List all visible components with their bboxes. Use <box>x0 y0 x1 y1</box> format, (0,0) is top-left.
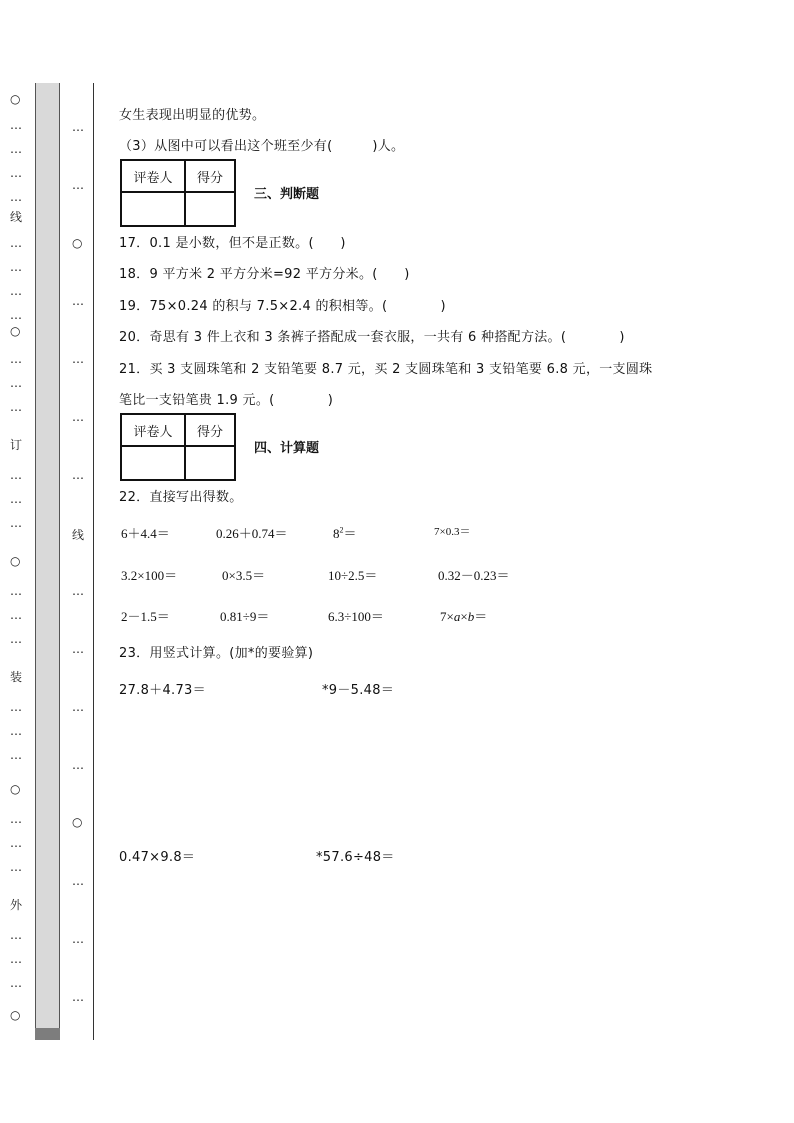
equals-sign: ＝ <box>343 526 357 541</box>
dots-mark: … <box>10 352 22 366</box>
dots-mark: … <box>10 190 22 204</box>
mental-math-12 <box>440 606 487 625</box>
score-table-header-score: 得分 <box>185 160 235 192</box>
binding-label-zhuang: 装 <box>10 670 23 684</box>
score-table-header-score: 得分 <box>185 414 235 446</box>
circle-mark: ○ <box>10 324 21 338</box>
dots-mark: … <box>10 308 22 322</box>
dots-mark: … <box>10 608 22 622</box>
binding-bar-cap-bottom <box>35 1028 60 1040</box>
vertical-calc-3: 0.47×9.8＝ <box>119 850 196 865</box>
score-table-header-grader: 评卷人 <box>121 160 185 192</box>
dots-mark: … <box>72 700 84 714</box>
score-table-section4 <box>120 413 236 481</box>
binding-label-xian: 线 <box>10 210 23 224</box>
circle-mark: ○ <box>10 92 21 106</box>
mental-math-7: 10÷2.5＝ <box>328 568 378 583</box>
base-value: 8 <box>333 526 340 541</box>
text-line-1: 女生表现出明显的优势。 <box>119 108 266 123</box>
score-table-cell-grader[interactable] <box>121 192 185 226</box>
dots-mark: … <box>10 468 22 482</box>
dots-mark: … <box>10 142 22 156</box>
equals-sign: ＝ <box>474 609 488 624</box>
score-table-section3 <box>120 159 236 227</box>
exponent: 2 <box>339 525 344 535</box>
mental-math-4: 7×0.3＝ <box>434 526 471 538</box>
dots-mark: … <box>72 294 84 308</box>
dots-mark: … <box>10 118 22 132</box>
dots-mark: … <box>10 376 22 390</box>
score-table-header-grader: 评卷人 <box>121 414 185 446</box>
question-part-3: （3）从图中可以看出这个班至少有( )人。 <box>119 139 405 154</box>
mental-math-5: 3.2×100＝ <box>121 568 178 583</box>
mental-math-6: 0×3.5＝ <box>222 568 266 583</box>
dots-mark: … <box>10 284 22 298</box>
mental-math-11: 6.3÷100＝ <box>328 609 384 624</box>
question-22: 22．直接写出得数。 <box>119 490 243 505</box>
dots-mark: … <box>72 178 84 192</box>
mental-math-1: 6＋4.4＝ <box>121 526 170 541</box>
dots-mark: … <box>10 812 22 826</box>
question-21-line2: 笔比一支铅笔贵 1.9 元。( ) <box>119 393 334 408</box>
vertical-calc-1: 27.8＋4.73＝ <box>119 683 206 698</box>
circle-mark: ○ <box>10 554 21 568</box>
question-19: 19．75×0.24 的积与 7.5×2.4 的积相等。( ) <box>119 299 446 314</box>
dots-mark: … <box>10 976 22 990</box>
section-title-judgement: 三、判断题 <box>254 187 320 202</box>
question-18: 18．9 平方米 2 平方分米=92 平方分米。( ) <box>119 267 410 282</box>
dots-mark: … <box>10 516 22 530</box>
dots-mark: … <box>72 642 84 656</box>
margin-divider-line <box>93 83 94 1040</box>
dots-mark: … <box>10 724 22 738</box>
question-20: 20．奇思有 3 件上衣和 3 条裤子搭配成一套衣服，一共有 6 种搭配方法。( ) <box>119 330 625 345</box>
circle-mark: ○ <box>72 236 83 250</box>
question-17: 17．0.1 是小数，但不是正数。( ) <box>119 236 346 251</box>
dots-mark: … <box>10 748 22 762</box>
dots-mark: … <box>72 584 84 598</box>
question-23: 23．用竖式计算。(加*的要验算) <box>119 646 314 661</box>
dots-mark: … <box>10 400 22 414</box>
binding-bar <box>35 83 60 1040</box>
dots-mark: … <box>72 932 84 946</box>
dots-mark: … <box>10 952 22 966</box>
dots-mark: … <box>10 928 22 942</box>
dots-mark: … <box>10 860 22 874</box>
variable-b: b <box>467 609 475 624</box>
binding-label-inner-xian: 线 <box>72 528 85 542</box>
mental-math-8: 0.32－0.23＝ <box>438 568 510 583</box>
dots-mark: … <box>72 120 84 134</box>
dots-mark: … <box>72 468 84 482</box>
dots-mark: … <box>72 410 84 424</box>
score-table-cell-score[interactable] <box>185 446 235 480</box>
circle-mark: ○ <box>72 815 83 829</box>
dots-mark: … <box>72 352 84 366</box>
times-sign: × <box>460 609 468 624</box>
vertical-calc-2: *9－5.48＝ <box>322 683 395 698</box>
dots-mark: … <box>10 632 22 646</box>
dots-mark: … <box>10 492 22 506</box>
score-table-cell-grader[interactable] <box>121 446 185 480</box>
dots-mark: … <box>72 758 84 772</box>
dots-mark: … <box>10 260 22 274</box>
mental-math-9: 2－1.5＝ <box>121 609 170 624</box>
dots-mark: … <box>10 236 22 250</box>
binding-label-wai: 外 <box>10 898 23 912</box>
mental-math-3 <box>333 523 357 542</box>
coefficient: 7× <box>440 609 454 624</box>
score-table-cell-score[interactable] <box>185 192 235 226</box>
dots-mark: … <box>10 166 22 180</box>
dots-mark: … <box>10 700 22 714</box>
binding-label-ding: 订 <box>10 438 23 452</box>
variable-a: a <box>453 609 461 624</box>
circle-mark: ○ <box>10 1008 21 1022</box>
binding-margin-outer <box>0 80 34 1040</box>
circle-mark: ○ <box>10 782 21 796</box>
vertical-calc-4: *57.6÷48＝ <box>316 850 395 865</box>
dots-mark: … <box>10 584 22 598</box>
dots-mark: … <box>72 874 84 888</box>
mental-math-2: 0.26＋0.74＝ <box>216 526 288 541</box>
mental-math-10: 0.81÷9＝ <box>220 609 270 624</box>
dots-mark: … <box>72 990 84 1004</box>
dots-mark: … <box>10 836 22 850</box>
section-title-calculation: 四、计算题 <box>254 441 320 456</box>
question-21-line1: 21．买 3 支圆珠笔和 2 支铅笔要 8.7 元，买 2 支圆珠笔和 3 支铅笔要 6.8 元，一支圆珠 <box>119 362 653 377</box>
